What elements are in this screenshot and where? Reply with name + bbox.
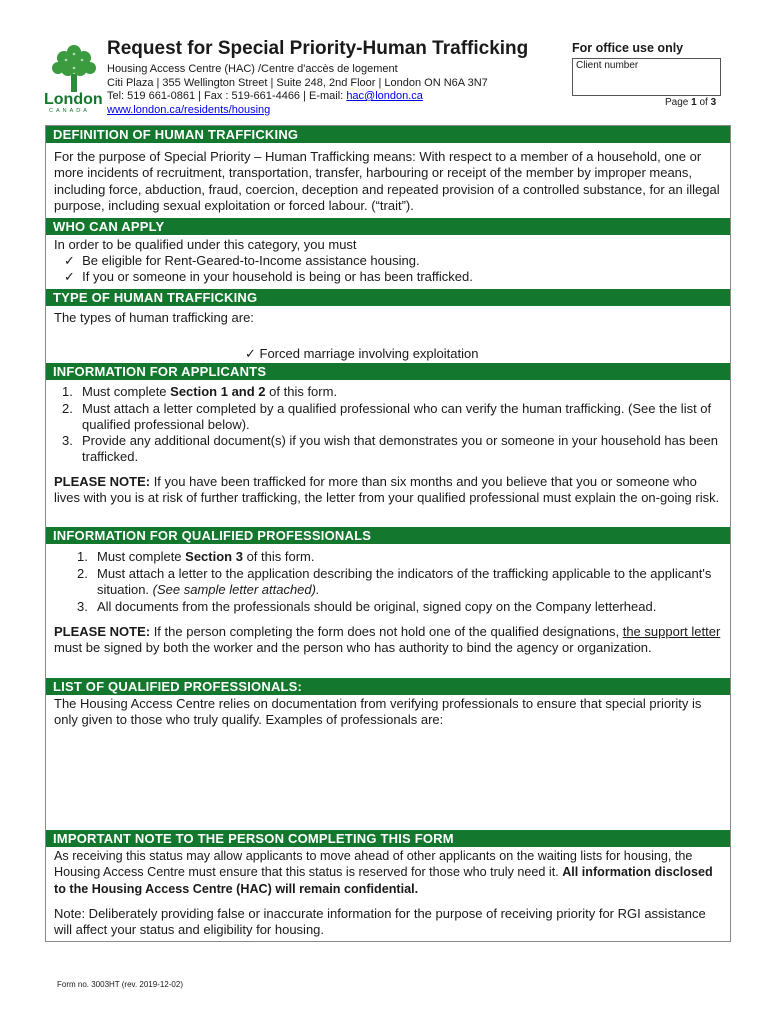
form-number: Form no. 3003HT (rev. 2019-12-02) xyxy=(57,980,183,989)
tree-icon xyxy=(44,38,104,98)
applicants-item-3: 3. Provide any additional document(s) if you wish that demonstrates you or someone in your household has been trafficked. xyxy=(62,433,718,465)
website-link[interactable]: www.london.ca/residents/housing xyxy=(107,103,271,116)
logo-text: London xyxy=(44,91,103,108)
professionals-note: PLEASE NOTE: If the person completing the form does not hold one of the qualified designations, the support letter must be signed by both the worker and the person who has authority to bind the agency or organization. xyxy=(54,624,721,656)
type-item: ✓ Forced marriage involving exploitation xyxy=(245,346,479,361)
address-line: Citi Plaza | 355 Wellington Street | Suite 248, 2nd Floor | London ON N6A 3N7 xyxy=(107,76,488,89)
type-heading: TYPE OF HUMAN TRAFFICKING xyxy=(46,289,730,306)
important-text: As receiving this status may allow applicants to move ahead of other applicants on the waiting lists for housing, the Housing Access Centre must ensure that this status is reserved for those who truly need it. All information disclosed to the Housing Access Centre (HAC) will remain confidential. xyxy=(54,849,713,896)
form-body xyxy=(45,125,731,942)
applicants-heading: INFORMATION FOR APPLICANTS xyxy=(46,363,730,380)
page-title: Request for Special Priority-Human Trafficking xyxy=(107,38,529,59)
office-use-title: For office use only xyxy=(572,41,684,55)
important-note: Note: Deliberately providing false or inaccurate information for the purpose of receiving priority for RGI assistance will affect your status and eligibility for housing. xyxy=(54,906,706,938)
professionals-heading: INFORMATION FOR QUALIFIED PROFESSIONALS xyxy=(46,527,730,544)
logo-subtext: CANADA xyxy=(49,108,90,114)
who-item: ✓ If you or someone in your household is being or has been trafficked. xyxy=(64,269,473,284)
client-number-label: Client number xyxy=(576,60,639,71)
org-line: Housing Access Centre (HAC) /Centre d'accès de logement xyxy=(107,63,398,75)
client-number-field[interactable] xyxy=(572,58,721,96)
list-text: The Housing Access Centre relies on documentation from verifying professionals to ensure that special priority is only given to those who truly qualify. Examples of professionals are: xyxy=(54,696,702,728)
definition-heading: DEFINITION OF HUMAN TRAFFICKING xyxy=(46,126,730,143)
email-link[interactable]: hac@london.ca xyxy=(346,90,423,102)
city-logo xyxy=(44,38,104,116)
professionals-item-2: 2. Must attach a letter to the application describing the indicators of the trafficking applicable to the applicant's situation. (See sample letter attached). xyxy=(77,566,712,598)
applicants-item-2: 2. Must attach a letter completed by a qualified professional who can verify the human trafficking. (See the list of qualified professional below). xyxy=(62,401,712,433)
applicants-item-1: 1. Must complete Section 1 and 2 of this form. xyxy=(62,384,338,399)
professionals-item-1: 1. Must complete Section 3 of this form. xyxy=(77,549,315,564)
who-intro: In order to be qualified under this category, you must xyxy=(54,237,357,252)
applicants-note: PLEASE NOTE: If you have been trafficked for more than six months and you believe that you or someone who lives with you is at risk of further trafficking, the letter from your qualified professional must explain the on-going risk. xyxy=(54,474,720,506)
page-number: Page 1 of 3 xyxy=(665,97,717,108)
important-heading: IMPORTANT NOTE TO THE PERSON COMPLETING THIS FORM xyxy=(46,830,730,847)
support-letter-text: the support letter xyxy=(622,624,721,639)
who-heading: WHO CAN APPLY xyxy=(46,218,730,235)
definition-text: For the purpose of Special Priority – Human Trafficking means: With respect to a member of a household, one or more incidents of recruitment, transportation, transfer, harbouring or receipt of the member by improper means, including force, abduction, fraud, coercion, deception and repeated provision of a controlled substance, for an illegal purpose, including sexual exploitation or forced labour. (“trait”). xyxy=(54,149,720,214)
type-intro: The types of human trafficking are: xyxy=(54,310,254,325)
who-item: ✓ Be eligible for Rent-Geared-to-Income assistance housing. xyxy=(64,253,420,268)
header-info xyxy=(107,63,488,117)
contact-line: Tel: 519 661-0861 | Fax : 519-661-4466 | E-mail: hac@london.ca xyxy=(107,90,423,102)
professionals-item-3: 3. All documents from the professionals should be original, signed copy on the Company letterhead. xyxy=(77,599,657,614)
list-heading: LIST OF QUALIFIED PROFESSIONALS: xyxy=(46,678,730,695)
